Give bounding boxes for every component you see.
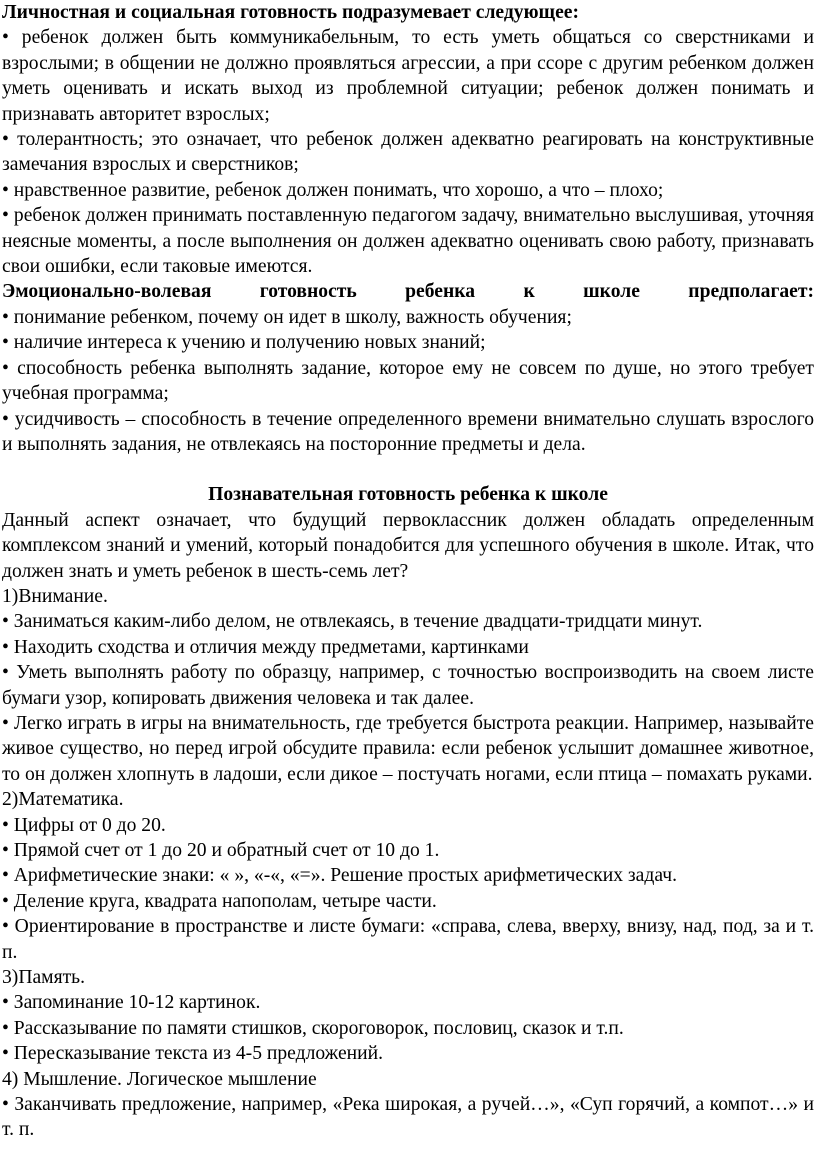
heading-cognitive-readiness: Познавательная готовность ребенка к школе bbox=[208, 484, 608, 506]
intro-paragraph: Данный аспект означает, что будущий первоклассник должен обладать определенным комплексом знаний и умений, который понадобится для успешного обучения в школе. Итак, что должен знать и уметь ребенок в шесть-семь лет? bbox=[2, 509, 814, 582]
list-item: • Арифметические знаки: « », «-«, «=». Решение простых арифметических задач. bbox=[2, 865, 677, 887]
section-memory: 3)Память. bbox=[2, 967, 85, 989]
list-item: • нравственное развитие, ребенок должен понимать, что хорошо, а что – плохо; bbox=[2, 179, 664, 201]
list-item: • ребенок должен принимать поставленную педагогом задачу, внимательно выслушивая, уточняя неясные моменты, а после выполнения он должен адекватно оценивать свою работу, признавать свои ошибки, если таковые имеются. bbox=[2, 205, 814, 278]
heading-emotional-volitional-readiness: Эмоционально-волевая готовность ребенка к школе предполагает: bbox=[2, 281, 814, 303]
list-item: • Деление круга, квадрата напополам, четыре части. bbox=[2, 890, 437, 912]
list-item: • Уметь выполнять работу по образцу, например, с точностью воспроизводить на своем листе бумаги узор, копировать движения человека и так далее. bbox=[2, 662, 814, 709]
list-item: • толерантность; это означает, что ребенок должен адекватно реагировать на конструктивные замечания взрослых и сверстников; bbox=[2, 129, 814, 176]
list-item: • наличие интереса к учению и получению новых знаний; bbox=[2, 332, 486, 354]
section-thinking: 4) Мышление. Логическое мышление bbox=[2, 1068, 317, 1090]
list-item: • Заканчивать предложение, например, «Река широкая, а ручей…», «Суп горячий, а компот…» и т. п. bbox=[2, 1094, 814, 1141]
list-item: • усидчивость – способность в течение определенного времени внимательно слушать взрослого и выполнять задания, не отвлекаясь на посторонние предметы и дела. bbox=[2, 408, 814, 455]
list-item: • Легко играть в игры на внимательность, где требуется быстрота реакции. Например, называйте живое существо, но перед игрой обсудите правила: если ребенок услышит домашнее животное, то он должен хлопнуть в ладоши, если дикое – постучать ногами, если птица – помахать руками. bbox=[2, 712, 814, 785]
list-item: • Рассказывание по памяти стишков, скороговорок, пословиц, сказок и т.п. bbox=[2, 1017, 624, 1039]
paragraph-gap bbox=[2, 457, 814, 482]
list-item: • Прямой счет от 1 до 20 и обратный счет от 10 до 1. bbox=[2, 840, 440, 861]
list-item: • Ориентирование в пространстве и листе бумаги: «справа, слева, вверху, внизу, над, под, за и т. п. bbox=[2, 916, 814, 963]
list-item: • ребенок должен быть коммуникабельным, то есть уметь общаться со сверстниками и взрослыми; в общении не должно проявляться агрессии, а при ссоре с другим ребенком должен уметь оценивать и искать выход из проблемной ситуации; ребенок должен понимать и признавать авторитет взрослых; bbox=[2, 27, 814, 125]
list-item: • понимание ребенком, почему он идет в школу, важность обучения; bbox=[2, 306, 572, 328]
list-item: • Заниматься каким-либо делом, не отвлекаясь, в течение двадцати-тридцати минут. bbox=[2, 611, 703, 633]
heading-personal-social-readiness: Личностная и социальная готовность подразумевает следующее: bbox=[2, 2, 580, 23]
list-item: • Запоминание 10-12 картинок. bbox=[2, 992, 261, 1014]
section-attention: 1)Внимание. bbox=[2, 585, 108, 607]
list-item: • Находить сходства и отличия между предметами, картинками bbox=[2, 636, 529, 658]
section-math: 2)Математика. bbox=[2, 789, 124, 811]
list-item: • способность ребенка выполнять задание, которое ему не совсем по душе, но этого требует учебная программа; bbox=[2, 357, 814, 405]
list-item: • Цифры от 0 до 20. bbox=[2, 814, 166, 836]
list-item: • Пересказывание текста из 4-5 предложений. bbox=[2, 1043, 383, 1065]
